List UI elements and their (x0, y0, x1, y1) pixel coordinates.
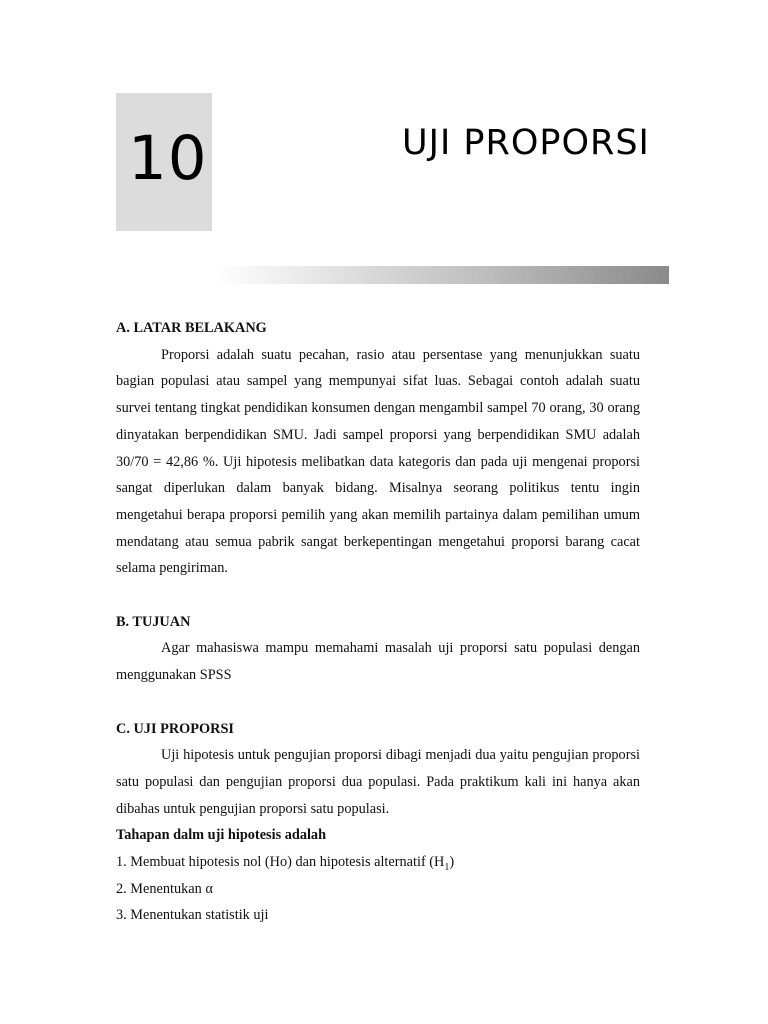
document-body (116, 315, 640, 929)
step-1-text: 1. Membuat hipotesis nol (Ho) dan hipotesis alternatif (H (116, 854, 445, 871)
section-c-heading: C. UJI PROPORSI (116, 720, 234, 737)
section-c-paragraph: Uji hipotesis untuk pengujian proporsi dibagi menjadi dua yaitu pengujian proporsi satu populasi dan pengujian proporsi dua populasi. Pada praktikum kali ini hanya akan dibahas untuk pengujian proporsi satu populasi. (116, 747, 640, 817)
chapter-number: 10 (128, 123, 208, 194)
step-item-1 (116, 849, 640, 876)
decorative-gradient-bar (212, 266, 669, 284)
section-b-paragraph: Agar mahasiswa mampu memahami masalah uji proporsi satu populasi dengan menggunakan SPSS (116, 640, 640, 684)
steps-heading: Tahapan dalm uji hipotesis adalah (116, 827, 327, 844)
section-gap (116, 689, 640, 716)
step-1-end: ) (449, 854, 455, 871)
step-item-2: 2. Menentukan α (116, 880, 213, 897)
section-b-heading: B. TUJUAN (116, 613, 191, 630)
section-a-paragraph: Proporsi adalah suatu pecahan, rasio atau persentase yang menunjukkan suatu bagian populasi atau sampel yang mempunyai sifat luas. Sebagai contoh adalah suatu survei tentang tingkat pendidikan konsumen dengan mengambil sampel 70 orang, 30 orang dinyatakan berpendidikan SMU. Jadi sampel proporsi yang berpendidikan SMU adalah 30/70 = 42,86 %. Uji hipotesis melibatkan data kategoris dan pada uji mengenai proporsi sangat diperlukan dalam banyak bidang. Misalnya seorang politikus tentu ingin mengetahui berapa proporsi pemilih yang akan memilih partainya dalam pemilihan umum mendatang atau semua pabrik sangat berkepentingan mengetahui proporsi barang cacat selama pengiriman. (116, 346, 640, 577)
chapter-title: UJI PROPORSI (402, 123, 650, 163)
section-a-heading: A. LATAR BELAKANG (116, 320, 267, 336)
section-gap (116, 582, 640, 609)
step-1-subscript: 1 (444, 861, 450, 873)
step-item-3: 3. Menentukan statistik uji (116, 907, 269, 924)
